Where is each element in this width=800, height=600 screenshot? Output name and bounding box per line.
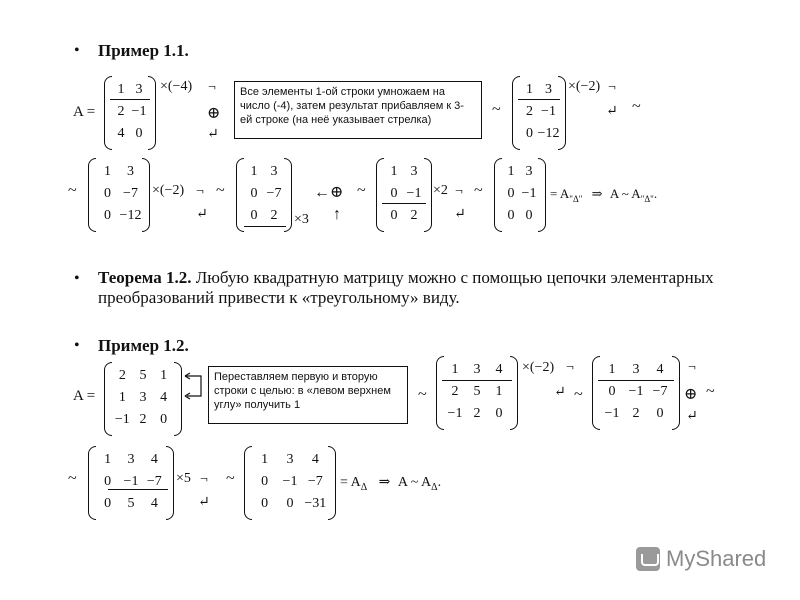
matrix-cell: 0 bbox=[250, 208, 258, 223]
matrix bbox=[592, 360, 680, 426]
row-underline bbox=[108, 489, 168, 490]
matrix-cell: 5 bbox=[473, 384, 481, 399]
corner-arrow-icon: ↵ bbox=[686, 409, 698, 424]
tilde: ~ bbox=[474, 182, 483, 199]
matrix-cell: 1 bbox=[104, 452, 112, 467]
example-1-1-heading bbox=[98, 41, 189, 61]
tilde: ~ bbox=[68, 470, 77, 487]
matrix-cell: −12 bbox=[537, 126, 560, 141]
matrix-cell: 3 bbox=[632, 362, 640, 377]
matrix-cell: 3 bbox=[286, 452, 294, 467]
tilde: ~ bbox=[492, 101, 501, 118]
matrix-cell: 4 bbox=[117, 126, 125, 141]
row-multiplier: ×(−4) bbox=[160, 79, 193, 94]
matrix-cell: 3 bbox=[139, 390, 147, 405]
matrix-cell: −1 bbox=[114, 412, 130, 427]
matrix-cell: 1 bbox=[526, 82, 533, 97]
matrix-cell: −1 bbox=[282, 474, 298, 489]
matrix-cell: 0 bbox=[104, 186, 111, 201]
hook-mark: ¬ bbox=[455, 184, 463, 199]
matrix-cell: 0 bbox=[656, 406, 664, 421]
tilde: ~ bbox=[706, 383, 715, 400]
matrix-cell: −7 bbox=[307, 474, 323, 489]
matrix bbox=[436, 360, 518, 426]
matrix-cell: 2 bbox=[118, 368, 126, 383]
tilde: ~ bbox=[574, 386, 583, 403]
matrix-cell: 4 bbox=[656, 362, 664, 377]
hook-mark: ¬ bbox=[688, 360, 696, 375]
swap-arrows-icon bbox=[181, 368, 209, 404]
matrix-cell: 1 bbox=[451, 362, 459, 377]
left-arrow-plus-icon: ←⊕ bbox=[314, 184, 344, 201]
corner-arrow-icon: ↵ bbox=[196, 207, 208, 222]
example-1-2-title: Пример 1.2. bbox=[98, 336, 189, 355]
delta-subscript: "Δ" bbox=[569, 193, 583, 204]
matrix-cell: 2 bbox=[473, 406, 481, 421]
matrix-cell: −1 bbox=[131, 104, 147, 119]
delta-subscript: Δ bbox=[431, 481, 438, 493]
result-expression bbox=[550, 186, 657, 204]
matrix-cell: 4 bbox=[160, 390, 168, 405]
implies-icon: ⇒ bbox=[378, 475, 391, 490]
row-multiplier: ×5 bbox=[176, 471, 191, 486]
row-underline bbox=[518, 99, 560, 100]
matrix-cell: −1 bbox=[604, 406, 620, 421]
matrix-cell: 0 bbox=[608, 384, 616, 399]
corner-arrow-icon: ↵ bbox=[606, 104, 618, 119]
matrix-cell: 2 bbox=[117, 104, 125, 119]
matrix-cell: 5 bbox=[139, 368, 147, 383]
matrix-cell: 3 bbox=[473, 362, 481, 377]
bullet: • bbox=[74, 270, 80, 287]
result-expression bbox=[340, 474, 441, 493]
tilde: ~ bbox=[632, 98, 641, 115]
theorem-title: Теорема 1.2. bbox=[98, 268, 192, 287]
matrix-cell: 3 bbox=[270, 164, 278, 179]
matrix-cell: 4 bbox=[150, 496, 158, 511]
row-underline bbox=[598, 380, 674, 381]
bullet: • bbox=[74, 42, 80, 59]
matrix-cell: 2 bbox=[270, 208, 278, 223]
matrix-cell: 1 bbox=[118, 390, 126, 405]
matrix-cell: 3 bbox=[127, 164, 134, 179]
matrix-cell: 4 bbox=[311, 452, 319, 467]
matrix-cell: 0 bbox=[390, 208, 398, 223]
matrix-cell: −12 bbox=[119, 208, 142, 223]
delta-subscript: Δ bbox=[360, 481, 368, 493]
matrix-cell: 0 bbox=[495, 406, 503, 421]
matrix-label: A = bbox=[73, 388, 96, 404]
matrix-cell: 1 bbox=[608, 362, 616, 377]
matrix-cell: 0 bbox=[104, 496, 112, 511]
matrix-cell: 0 bbox=[390, 186, 398, 201]
period: . bbox=[437, 475, 442, 490]
row-multiplier: ×2 bbox=[433, 183, 448, 198]
equivalence-text: A ~ A bbox=[609, 186, 641, 201]
matrix bbox=[376, 162, 432, 228]
matrix-cell: 0 bbox=[104, 474, 112, 489]
example-1-1-title: Пример 1.1. bbox=[98, 41, 189, 60]
matrix-cell: 0 bbox=[507, 186, 515, 201]
theorem-1-2 bbox=[98, 268, 738, 308]
implies-icon: ⇒ bbox=[591, 186, 603, 201]
hook-mark: ¬ bbox=[200, 472, 208, 487]
matrix-cell: 1 bbox=[117, 82, 125, 97]
matrix-cell: −31 bbox=[304, 496, 327, 511]
row-multiplier: ×3 bbox=[294, 212, 309, 227]
matrix-cell: 2 bbox=[410, 208, 418, 223]
matrix-cell: 2 bbox=[526, 104, 533, 119]
matrix-cell: 3 bbox=[135, 82, 143, 97]
matrix-cell: 4 bbox=[150, 452, 158, 467]
matrix-cell: 1 bbox=[250, 164, 258, 179]
corner-arrow-icon: ↵ bbox=[207, 127, 219, 142]
matrix-cell: 2 bbox=[139, 412, 147, 427]
result-equals-A: = A bbox=[550, 186, 570, 201]
matrix bbox=[88, 162, 150, 228]
matrix-cell: 0 bbox=[261, 496, 269, 511]
matrix-cell: 4 bbox=[495, 362, 503, 377]
matrix-cell: −1 bbox=[521, 186, 537, 201]
up-arrow-icon: ↑ bbox=[333, 206, 341, 223]
explanation-note: Все элементы 1-ой строки умножаем на число (-4), затем результат прибавляем к 3-ей строке (на неё указывает стрелка) bbox=[234, 81, 482, 139]
theorem-text: Любую квадратную матрицу можно с помощью цепочки элементарных преобразований привести к «треугольному» виду. bbox=[98, 268, 714, 307]
bullet: • bbox=[74, 337, 80, 354]
matrix-cell: −1 bbox=[123, 474, 139, 489]
matrix-cell: 0 bbox=[526, 126, 533, 141]
matrix bbox=[512, 80, 566, 146]
matrix-cell: 0 bbox=[525, 208, 533, 223]
matrix bbox=[104, 80, 156, 146]
example-1-2-heading bbox=[98, 336, 189, 356]
matrix-cell: 1 bbox=[495, 384, 503, 399]
matrix-cell: 1 bbox=[390, 164, 398, 179]
equivalence-text: A ~ A bbox=[397, 475, 432, 490]
hook-mark: ¬ bbox=[196, 184, 204, 199]
row-multiplier: ×(−2) bbox=[568, 79, 601, 94]
matrix-cell: −1 bbox=[628, 384, 644, 399]
plus-circle-icon: ⊕ bbox=[207, 105, 221, 122]
matrix-cell: −1 bbox=[447, 406, 463, 421]
matrix-cell: 0 bbox=[250, 186, 258, 201]
hook-mark: ¬ bbox=[208, 80, 216, 95]
tilde: ~ bbox=[357, 182, 366, 199]
matrix-label: A = bbox=[73, 104, 96, 120]
matrix-cell: 2 bbox=[451, 384, 459, 399]
matrix bbox=[88, 450, 174, 516]
period: . bbox=[653, 186, 658, 201]
matrix bbox=[244, 450, 336, 516]
hook-mark: ¬ bbox=[566, 360, 574, 375]
corner-arrow-icon: ↵ bbox=[554, 385, 566, 400]
row-underline bbox=[382, 203, 426, 204]
result-equals-A: = A bbox=[340, 475, 361, 490]
matrix-cell: 0 bbox=[507, 208, 515, 223]
matrix-cell: 1 bbox=[104, 164, 111, 179]
matrix-cell: 3 bbox=[525, 164, 533, 179]
tilde: ~ bbox=[216, 182, 225, 199]
matrix-cell: 3 bbox=[127, 452, 135, 467]
matrix-cell: 0 bbox=[261, 474, 269, 489]
hook-mark: ¬ bbox=[608, 80, 616, 95]
tilde: ~ bbox=[226, 470, 235, 487]
matrix-cell: 0 bbox=[286, 496, 294, 511]
matrix-cell: 0 bbox=[160, 412, 168, 427]
matrix bbox=[494, 162, 546, 228]
tilde: ~ bbox=[68, 182, 77, 199]
corner-arrow-icon: ↵ bbox=[198, 495, 210, 510]
myshared-logo bbox=[636, 546, 766, 572]
row-underline bbox=[442, 380, 512, 381]
matrix-cell: −7 bbox=[266, 186, 282, 201]
matrix-cell: −7 bbox=[146, 474, 162, 489]
matrix-cell: 0 bbox=[135, 126, 143, 141]
row-underline bbox=[244, 226, 286, 227]
row-multiplier: ×(−2) bbox=[152, 183, 185, 198]
matrix-cell: 3 bbox=[545, 82, 552, 97]
matrix-cell: 3 bbox=[410, 164, 418, 179]
matrix bbox=[104, 366, 182, 432]
matrix-cell: 1 bbox=[261, 452, 269, 467]
matrix-cell: 1 bbox=[507, 164, 515, 179]
matrix-cell: 1 bbox=[160, 368, 168, 383]
row-underline bbox=[110, 99, 150, 100]
matrix-cell: 2 bbox=[632, 406, 640, 421]
matrix bbox=[236, 162, 292, 228]
corner-arrow-icon: ↵ bbox=[454, 207, 466, 222]
explanation-note: Переставляем первую и вторую строки с целью: в «левом верхнем углу» получить 1 bbox=[208, 366, 408, 424]
matrix-cell: 5 bbox=[127, 496, 135, 511]
tilde: ~ bbox=[418, 386, 427, 403]
row-multiplier: ×(−2) bbox=[522, 360, 555, 375]
matrix-cell: −1 bbox=[541, 104, 556, 119]
delta-subscript: "Δ" bbox=[640, 193, 654, 204]
logo-icon bbox=[636, 547, 660, 571]
matrix-cell: 0 bbox=[104, 208, 111, 223]
matrix-cell: −1 bbox=[406, 186, 422, 201]
logo-text: MyShared bbox=[666, 546, 767, 571]
plus-circle-icon: ⊕ bbox=[684, 386, 698, 403]
matrix-cell: −7 bbox=[123, 186, 138, 201]
matrix-cell: −7 bbox=[652, 384, 668, 399]
